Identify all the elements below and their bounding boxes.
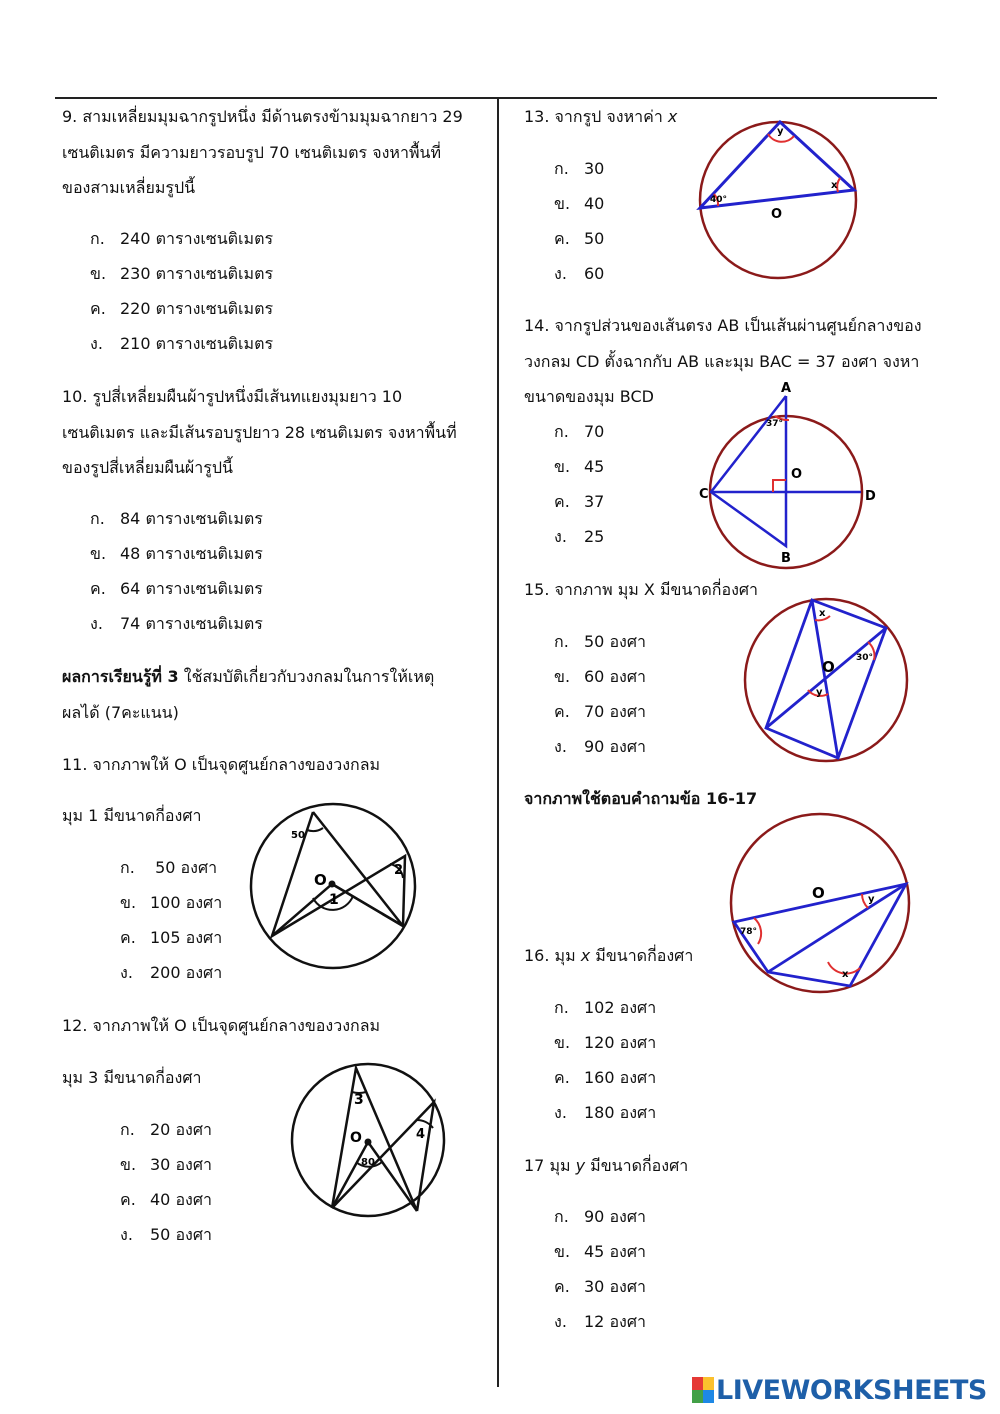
q14-option-b[interactable]: ข. 45 [554, 457, 605, 476]
q11-center-dot [329, 881, 336, 888]
q13-figure [696, 120, 861, 280]
outcome-line-2: ผลได้ (7คะแนน) [62, 703, 179, 722]
q16-17-label-78: 78° [740, 927, 758, 937]
q11-line-2: มุม 1 มีขนาดกี่องศา [62, 806, 202, 825]
q9-option-a[interactable]: ก. 240 ตารางเซนติเมตร [90, 229, 274, 248]
q10-option-c[interactable]: ค. 64 ตารางเซนติเมตร [90, 579, 263, 598]
q14-line-3: ขนาดของมุม BCD [524, 387, 654, 406]
q14-label-b: B [781, 551, 791, 566]
q10-line-2: เซนติเมตร และมีเส้นรอบรูปยาว 28 เซนติเมตร จงหาพื้นที่ [62, 423, 457, 442]
q12-lines-b [332, 1142, 417, 1211]
q16-option-d[interactable]: ง. 180 องศา [554, 1103, 657, 1122]
q13-option-c[interactable]: ค. 50 [554, 229, 605, 248]
q12-line-2: มุม 3 มีขนาดกี่องศา [62, 1068, 202, 1087]
q10-option-d[interactable]: ง. 74 ตารางเซนติเมตร [90, 614, 263, 633]
q11-label-50: 50 [291, 830, 305, 841]
q14-label-a: A [781, 381, 792, 396]
q13-option-d[interactable]: ง. 60 [554, 264, 605, 283]
q9-line-1: 9. สามเหลี่ยมมุมฉากรูปหนึ่ง มีด้านตรงข้ามมุมฉากยาว 29 [62, 107, 463, 126]
q9-option-b[interactable]: ข. 230 ตารางเซนติเมตร [90, 264, 274, 283]
q17-option-d[interactable]: ง. 12 องศา [554, 1312, 647, 1331]
q15-option-b[interactable]: ข. 60 องศา [554, 667, 647, 686]
q15-label-30: 30° [856, 653, 874, 663]
q11-line-1: 11. จากภาพให้ O เป็นจุดศูนย์กลางของวงกลม [62, 755, 381, 774]
q13-line-1: 13. จากรูป จงหาค่า x [524, 107, 678, 126]
q11-option-d[interactable]: ง. 200 องศา [120, 963, 223, 982]
q12-option-d[interactable]: ง. 50 องศา [120, 1225, 213, 1244]
q14-right-angle [773, 480, 786, 492]
q16-option-b[interactable]: ข. 120 องศา [554, 1033, 657, 1052]
q9-option-d[interactable]: ง. 210 ตารางเซนติเมตร [90, 334, 274, 353]
q14-line-1: 14. จากรูปส่วนของเส้นตรง AB เป็นเส้นผ่านศูนย์กลางของ [524, 316, 922, 335]
q12-label-4: 4 [416, 1127, 426, 1142]
q12-label-3: 3 [354, 1092, 364, 1108]
q16-17-label-y: y [868, 894, 875, 905]
q16-option-a[interactable]: ก. 102 องศา [554, 998, 657, 1017]
q14-label-37: 37° [766, 419, 784, 429]
q12-label-80: 80 [361, 1157, 375, 1168]
q16-line-1: 16. มุม x มีขนาดกี่องศา [524, 946, 694, 965]
column-divider [497, 99, 499, 1387]
q13-label-o: O [771, 207, 783, 222]
q16-17-diag [768, 884, 906, 972]
q9-option-c[interactable]: ค. 220 ตารางเซนติเมตร [90, 299, 274, 318]
q14-option-c[interactable]: ค. 37 [554, 492, 605, 511]
q15-label-o: O [822, 658, 835, 676]
q10-line-3: ของรูปสี่เหลี่ยมผืนผ้ารูปนี้ [62, 458, 233, 477]
q15-label-x: x [819, 608, 826, 619]
liveworksheets-wordmark: LIVEWORKSHEETS [716, 1374, 987, 1406]
q11-option-c[interactable]: ค. 105 องศา [120, 928, 223, 947]
q16-17-figure [728, 812, 913, 992]
q14-option-d[interactable]: ง. 25 [554, 527, 605, 546]
q13-option-a[interactable]: ก. 30 [554, 159, 605, 178]
q14-label-c: C [699, 487, 709, 502]
q11-figure [245, 798, 425, 978]
q16-option-c[interactable]: ค. 160 องศา [554, 1068, 657, 1087]
q10-option-b[interactable]: ข. 48 ตารางเซนติเมตร [90, 544, 263, 563]
q15-figure [742, 598, 914, 764]
q13-label-y: y [777, 126, 784, 137]
q12-label-o: O [350, 1130, 362, 1146]
top-rule [55, 97, 937, 99]
q14-label-o: O [791, 467, 803, 482]
q10-line-1: 10. รูปสี่เหลี่ยมผืนผ้ารูปหนึ่งมีเส้นทแยงมุมยาว 10 [62, 387, 403, 406]
q12-option-b[interactable]: ข. 30 องศา [120, 1155, 213, 1174]
q11-label-1: 1 [329, 892, 339, 908]
q14-figure [697, 376, 887, 566]
q9-line-3: ของสามเหลี่ยมรูปนี้ [62, 178, 196, 197]
q16-17-heading: จากภาพใช้ตอบคำถามข้อ 16-17 [524, 789, 758, 808]
q14-line-2: วงกลม CD ตั้งฉากกับ AB และมุม BAC = 37 องศา จงหา [524, 352, 920, 371]
q13-arc-x [837, 178, 840, 192]
q12-option-c[interactable]: ค. 40 องศา [120, 1190, 213, 1209]
q12-figure [290, 1062, 450, 1222]
q12-lines-a [332, 1068, 417, 1211]
q11-label-2: 2 [394, 863, 404, 878]
q17-option-b[interactable]: ข. 45 องศา [554, 1242, 647, 1261]
q12-option-a[interactable]: ก. 20 องศา [120, 1120, 213, 1139]
q17-option-a[interactable]: ก. 90 องศา [554, 1207, 647, 1226]
q16-17-label-x: x [842, 969, 849, 980]
q15-option-a[interactable]: ก. 50 องศา [554, 632, 647, 651]
q16-17-label-o: O [812, 884, 825, 902]
q15-label-y: y [816, 687, 823, 698]
q13-label-x: x [831, 180, 838, 191]
liveworksheets-icon [692, 1377, 714, 1403]
q11-option-a[interactable]: ก. 50 องศา [120, 858, 218, 877]
q12-center-dot [365, 1139, 372, 1146]
q9-line-2: เซนติเมตร มีความยาวรอบรูป 70 เซนติเมตร จงหาพื้นที่ [62, 143, 441, 162]
q10-option-a[interactable]: ก. 84 ตารางเซนติเมตร [90, 509, 263, 528]
q17-option-c[interactable]: ค. 30 องศา [554, 1277, 647, 1296]
q12-line-1: 12. จากภาพให้ O เป็นจุดศูนย์กลางของวงกลม [62, 1016, 381, 1035]
q13-option-b[interactable]: ข. 40 [554, 194, 605, 213]
q13-label-40: 40° [710, 195, 728, 205]
q11-label-o: O [314, 871, 327, 889]
outcome-heading: ผลการเรียนรู้ที่ 3 ใช้สมบัติเกี่ยวกับวงกลมในการให้เหตุ [62, 667, 435, 686]
q17-line-1: 17 มุม y มีขนาดกี่องศา [524, 1156, 689, 1175]
q15-line-1: 15. จากภาพ มุม X มีขนาดกี่องศา [524, 580, 759, 599]
q11-option-b[interactable]: ข. 100 องศา [120, 893, 223, 912]
q15-option-c[interactable]: ค. 70 องศา [554, 702, 647, 721]
q14-label-d: D [865, 489, 876, 504]
q11-arc-50 [307, 828, 323, 831]
liveworksheets-logo[interactable] [692, 1374, 987, 1406]
q14-option-a[interactable]: ก. 70 [554, 422, 605, 441]
q15-option-d[interactable]: ง. 90 องศา [554, 737, 647, 756]
